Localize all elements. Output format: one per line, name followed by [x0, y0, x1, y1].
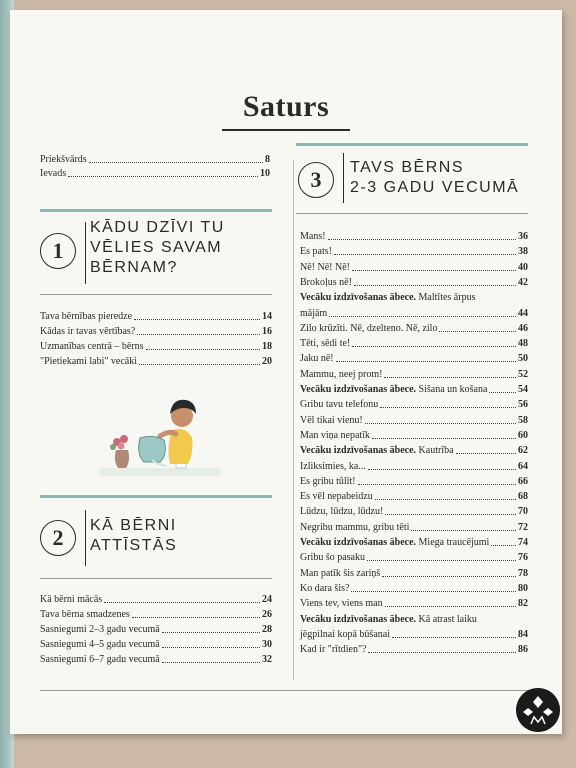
section-title: KĀ BĒRNI ATTĪSTĀS: [90, 517, 178, 554]
toc-entry[interactable]: [300, 276, 528, 289]
leader-dots: [456, 453, 516, 454]
toc-entry-page: 80: [518, 582, 528, 594]
toc-entry-page: 18: [262, 341, 272, 352]
toc-entry-label: Gribu šo pasaku: [300, 552, 365, 564]
leader-dots: [351, 591, 516, 592]
toc-entry-page: 48: [518, 338, 528, 350]
toc-entry-page: 40: [518, 261, 528, 273]
leader-dots: [439, 331, 516, 332]
column-divider: [293, 160, 294, 680]
toc-entry[interactable]: [40, 593, 272, 606]
toc-entry[interactable]: [40, 653, 272, 666]
leader-dots: [385, 606, 516, 607]
toc-entry-label: Zilo krūzīti. Nē, dzelteno. Nē, zilo: [300, 322, 438, 334]
toc-entry-page: 30: [262, 639, 272, 650]
section-divider: [85, 510, 86, 566]
toc-entry[interactable]: [300, 337, 528, 350]
toc-entry[interactable]: [40, 340, 272, 353]
toc-entry-page: 86: [518, 644, 528, 656]
toc-entry-page: 62: [518, 445, 528, 457]
leader-dots: [354, 285, 516, 286]
leader-dots: [368, 469, 516, 470]
toc-entry[interactable]: [40, 310, 272, 323]
section-divider: [85, 222, 86, 284]
section-rule: [40, 578, 272, 579]
toc-entry-label: Viens tev, viens man: [300, 598, 383, 610]
toc-entry[interactable]: [300, 444, 528, 457]
toc-entry-label: Izliksimies, ka...: [300, 460, 366, 472]
leader-dots: [491, 545, 516, 546]
toc-entry-label: Vecāku izdzīvošanas ābece. Miega traucējumi: [300, 537, 490, 548]
toc-entry-label: Brokoļus nē!: [300, 276, 352, 288]
toc-entry-page: 28: [262, 624, 272, 635]
toc-entry-label: Es gribu tūlīt!: [300, 475, 356, 487]
toc-entry-page: 64: [518, 460, 528, 472]
leader-dots: [367, 560, 516, 561]
toc-entry-label: Tēti, sēdi te!: [300, 338, 351, 350]
toc-entry-label: Sasniegumi 2–3 gadu vecumā: [40, 624, 160, 635]
toc-entry-page: 66: [518, 475, 528, 487]
leader-dots: [328, 239, 516, 240]
bottom-rule: [40, 690, 532, 691]
leader-dots: [382, 576, 516, 577]
toc-page: [10, 10, 562, 734]
toc-entry-page: 16: [262, 326, 272, 337]
toc-entry-page: 60: [518, 429, 528, 441]
leader-dots: [329, 316, 516, 317]
toc-entry-label: Kādas ir tavas vērtības?: [40, 326, 136, 337]
toc-entry-page: 38: [518, 246, 528, 258]
leader-dots: [365, 423, 516, 424]
toc-entry[interactable]: [300, 536, 528, 549]
toc-entry-page: 36: [518, 231, 528, 242]
toc-entry-page: 52: [518, 368, 528, 380]
leader-dots: [368, 652, 516, 653]
toc-entry[interactable]: [300, 429, 528, 442]
toc-entry[interactable]: [40, 623, 272, 636]
toc-entry-label: Vecāku izdzīvošanas ābece. Maltītes ārpus: [300, 292, 476, 304]
leader-dots: [384, 377, 516, 378]
toc-entry-label: jēgpilnai kopā būšanai: [300, 628, 390, 640]
toc-entry-page: 42: [518, 276, 528, 288]
leader-dots: [162, 662, 260, 663]
toc-entry-page: 72: [518, 521, 528, 533]
toc-entry-page: 32: [262, 654, 272, 665]
section-rule: [296, 143, 528, 146]
toc-entry[interactable]: [40, 325, 272, 338]
leader-dots: [134, 319, 260, 320]
toc-entry-page: 82: [518, 598, 528, 610]
toc-entry-label: Vecāku izdzīvošanas ābece. Kautrība: [300, 445, 454, 457]
section-title: KĀDU DZĪVI TU VĒLIES SAVAM BĒRNAM?: [90, 219, 225, 276]
section-rule: [296, 213, 528, 214]
toc-entry[interactable]: [300, 230, 528, 243]
toc-entry-page: 24: [262, 594, 272, 605]
leader-dots: [104, 602, 260, 603]
section-title: TAVS BĒRNS 2-3 GADU VECUMĀ: [350, 159, 520, 196]
toc-entry[interactable]: [300, 505, 528, 518]
toc-entry[interactable]: [300, 597, 528, 610]
toc-entry-label: Uzmanības centrā – bērns: [40, 341, 144, 352]
leader-dots: [411, 530, 516, 531]
toc-entry-page: 20: [262, 356, 272, 367]
toc-entry-label: Man patīk šis zariņš: [300, 567, 381, 579]
toc-entry-label: Vēl tikai vienu!: [300, 414, 363, 426]
toc-entry-label: Man viņa nepatīk: [300, 429, 370, 441]
leader-dots: [162, 647, 260, 648]
toc-entry-page: 84: [518, 628, 528, 640]
child-pouring-illustration: [100, 390, 220, 490]
leader-dots: [392, 637, 516, 638]
toc-entry[interactable]: [300, 322, 528, 335]
toc-entry-page: 76: [518, 552, 528, 564]
toc-entry[interactable]: [300, 582, 528, 595]
toc-entry[interactable]: [40, 355, 272, 368]
toc-entry[interactable]: [300, 567, 528, 580]
section-rule: [40, 294, 272, 295]
toc-entry-page: 54: [518, 384, 528, 395]
leader-dots: [385, 514, 516, 515]
toc-entry[interactable]: [300, 368, 528, 381]
leader-dots: [162, 632, 260, 633]
toc-entry-label: Kā bērni mācās: [40, 594, 103, 605]
toc-entry[interactable]: [300, 352, 528, 365]
toc-entry[interactable]: [40, 638, 272, 651]
toc-entry-label: Sasniegumi 6–7 gadu vecumā: [40, 654, 160, 665]
toc-entry-label: Tava bērna smadzenes: [40, 609, 130, 620]
toc-entry-label: mājām: [300, 307, 328, 319]
toc-entry-page: 70: [518, 506, 528, 518]
section-divider: [343, 153, 344, 203]
toc-entry-label: Vecāku izdzīvošanas ābece. Kā atrast laiku: [300, 613, 477, 625]
toc-entry-label: "Pietiekami labi" vecāki: [40, 356, 138, 367]
section-rule: [40, 495, 272, 498]
toc-entry-page: 58: [518, 414, 528, 426]
toc-entry[interactable]: [300, 460, 528, 473]
toc-entry-label: Ko dara šis?: [300, 582, 350, 594]
leader-dots: [358, 484, 516, 485]
toc-entry[interactable]: [300, 414, 528, 427]
toc-entry[interactable]: [300, 291, 528, 304]
toc-entry-label: Es pats!: [300, 246, 332, 258]
leader-dots: [380, 407, 516, 408]
toc-entry-label: Lūdzu, lūdzu, lūdzu!: [300, 506, 384, 518]
leader-dots: [146, 349, 260, 350]
toc-entry-label: Sasniegumi 4–5 gadu vecumā: [40, 639, 160, 650]
toc-entry-label: Jaku nē!: [300, 353, 334, 365]
toc-entry-label: Mans!: [300, 231, 326, 242]
toc-entry[interactable]: [300, 551, 528, 564]
toc-entry-label: Nē! Nē! Nē!: [300, 261, 350, 273]
toc-entry-page: 44: [518, 307, 528, 319]
leader-dots: [334, 254, 516, 255]
toc-entry-page: 56: [518, 399, 528, 411]
leader-dots: [352, 270, 516, 271]
toc-entry[interactable]: Priekšvārds 8: [40, 154, 270, 165]
toc-entry[interactable]: [300, 383, 528, 396]
toc-entry[interactable]: [300, 613, 528, 626]
toc-entry[interactable]: [300, 628, 528, 641]
leader-dots: [352, 346, 516, 347]
leader-dots: [336, 361, 516, 362]
toc-entry-label: Negribu mammu, gribu tēti: [300, 521, 410, 533]
toc-entry-label: Es vēl nepabeidzu: [300, 491, 373, 503]
section-number-badge: 1: [40, 233, 76, 269]
page-title: Saturs: [242, 90, 330, 123]
toc-entry-label: Vecāku izdzīvošanas ābece. Sišana un košana: [300, 384, 488, 395]
toc-entry-page: 74: [518, 537, 528, 548]
toc-entry-page: 68: [518, 491, 528, 503]
toc-entry[interactable]: [300, 245, 528, 258]
toc-entry[interactable]: [300, 521, 528, 534]
toc-entry[interactable]: [300, 398, 528, 411]
toc-entry-label: Tava bērnības pieredze: [40, 311, 133, 322]
leader-dots: [139, 364, 260, 365]
toc-entry[interactable]: Ievads 10: [40, 168, 270, 179]
section-number-badge: 2: [40, 520, 76, 556]
toc-entry[interactable]: [300, 490, 528, 503]
toc-entry-label: Kad ir "rītdien"?: [300, 644, 367, 656]
toc-entry-page: 78: [518, 567, 528, 579]
leader-dots: [489, 392, 516, 393]
toc-entry[interactable]: [300, 475, 528, 488]
section-rule: [40, 209, 272, 212]
toc-entry[interactable]: [300, 307, 528, 320]
toc-entry-page: 50: [518, 353, 528, 365]
leader-dots: [137, 334, 260, 335]
toc-entry-page: 14: [262, 311, 272, 322]
title-underline: [222, 129, 350, 131]
leader-dots: [372, 438, 516, 439]
watermark-logo: [516, 688, 560, 732]
toc-entry-page: 26: [262, 609, 272, 620]
leader-dots: [132, 617, 260, 618]
toc-entry-page: 46: [518, 322, 528, 334]
toc-entry-label: Mammu, neej prom!: [300, 368, 383, 380]
toc-entry[interactable]: [300, 261, 528, 274]
toc-entry-label: Gribu tavu telefonu: [300, 399, 379, 411]
section-number-badge: 3: [298, 162, 334, 198]
toc-entry[interactable]: [300, 643, 528, 656]
leader-dots: [375, 499, 516, 500]
toc-entry[interactable]: [40, 608, 272, 621]
